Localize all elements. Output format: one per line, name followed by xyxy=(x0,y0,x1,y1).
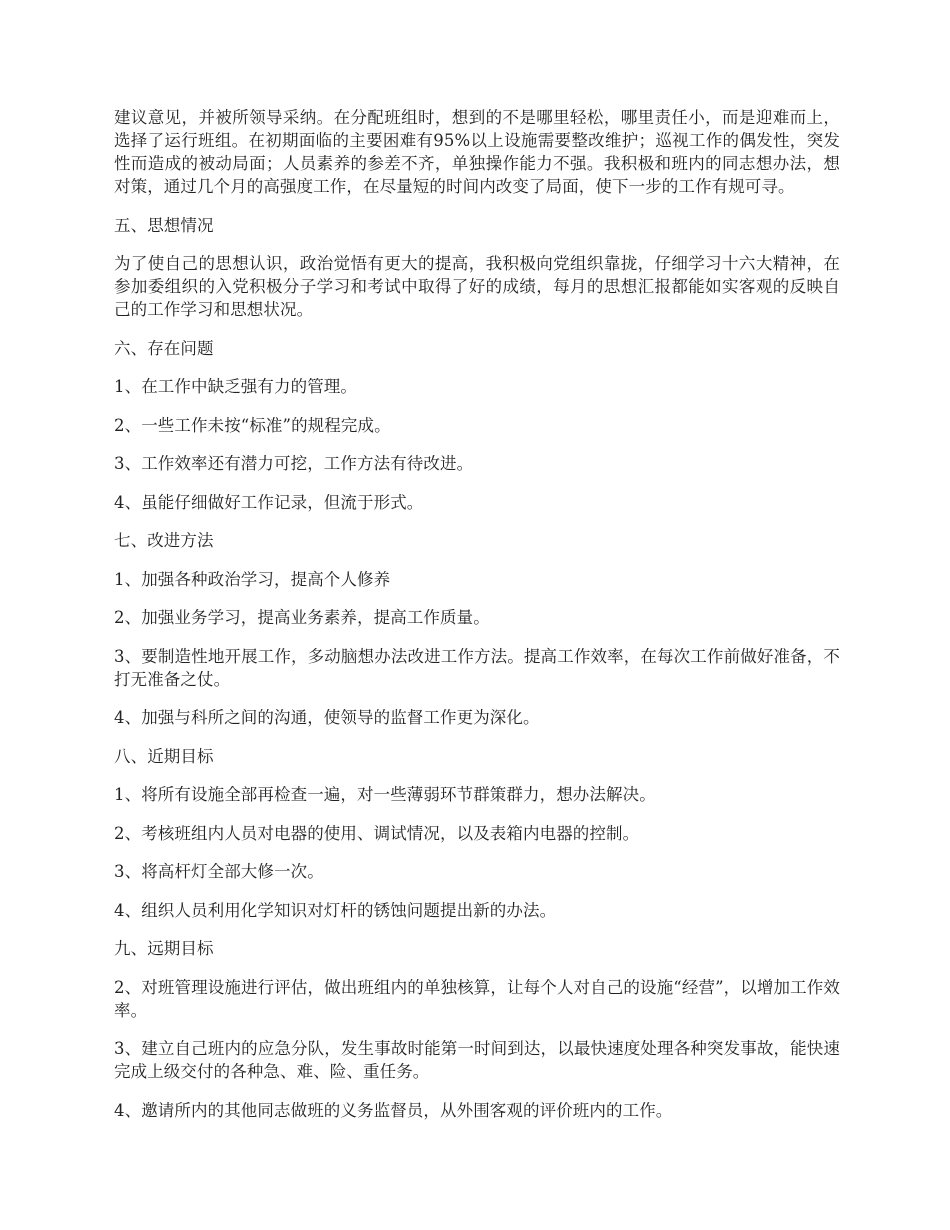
list-item-short-term-4: 4、组织人员利用化学知识对灯杆的锈蚀问题提出新的办法。 xyxy=(114,900,557,920)
list-item-problem-1: 1、在工作中缺乏强有力的管理。 xyxy=(114,377,357,396)
list-item-short-term-1: 1、将所有设施全部再检查一遍，对一些薄弱环节群策群力，想办法解决。 xyxy=(114,785,656,804)
section-heading-long-term-goals: 九、远期目标 xyxy=(114,939,214,958)
list-item-problem-3: 3、工作效率还有潜力可挖，工作方法有待改进。 xyxy=(114,454,474,473)
list-item-long-term-3: 3、建立自己班内的应急分队，发生事故时能第一时间到达，以最快速度处理各种突发事故，能快速完成上级交付的各种急、难、险、重任务。 xyxy=(114,1039,840,1081)
section-heading-problems: 六、存在问题 xyxy=(114,338,214,358)
section-heading-short-term-goals: 八、近期目标 xyxy=(114,746,214,766)
list-item-problem-2: 2、一些工作未按“标准”的规程完成。 xyxy=(114,415,391,435)
list-item-short-term-2: 2、考核班组内人员对电器的使用、调试情况，以及表箱内电器的控制。 xyxy=(114,823,640,843)
list-item-short-term-3: 3、将高杆灯全部大修一次。 xyxy=(114,862,324,881)
document-body xyxy=(114,106,840,1137)
paragraph-intro-continuation: 建议意见，并被所领导采纳。在分配班组时，想到的不是哪里轻松，哪里责任小，而是迎难而上，选择了运行班组。在初期面临的主要困难有95%以上设施需要整改维护；巡视工作的偶发性，突发性而造成的被动局面；人员素养的参差不齐，单独操作能力不强。我积极和班内的同志想办法，想对策，通过几个月的高强度工作，在尽量短的时间内改变了局面，使下一步的工作有规可寻。 xyxy=(114,108,840,196)
list-item-long-term-2: 2、对班管理设施进行评估，做出班组内的单独核算，让每个人对自己的设施“经营”，以增加工作效率。 xyxy=(114,977,840,1020)
section-heading-improvements: 七、改进方法 xyxy=(114,531,214,550)
list-item-improvement-3: 3、要制造性地开展工作，多动脑想办法改进工作方法。提高工作效率，在每次工作前做好准备，不打无准备之仗。 xyxy=(114,646,840,689)
list-item-improvement-4: 4、加强与科所之间的沟通，使领导的监督工作更为深化。 xyxy=(114,708,540,727)
list-item-improvement-2: 2、加强业务学习，提高业务素养，提高工作质量。 xyxy=(114,608,490,627)
list-item-improvement-1: 1、加强各种政治学习，提高个人修养 xyxy=(114,569,391,589)
paragraph-thoughts: 为了使自己的思想认识，政治觉悟有更大的提高，我积极向党组织靠拢，仔细学习十六大精神，在参加委组织的入党积极分子学习和考试中取得了好的成绩，每月的思想汇报都能如实客观的反映自己的工作学习和思想状况。 xyxy=(114,254,840,319)
section-heading-thoughts: 五、思想情况 xyxy=(114,215,214,235)
list-item-long-term-4: 4、邀请所内的其他同志做班的义务监督员，从外围客观的评价班内的工作。 xyxy=(114,1100,673,1120)
list-item-problem-4: 4、虽能仔细做好工作记录，但流于形式。 xyxy=(114,492,424,512)
